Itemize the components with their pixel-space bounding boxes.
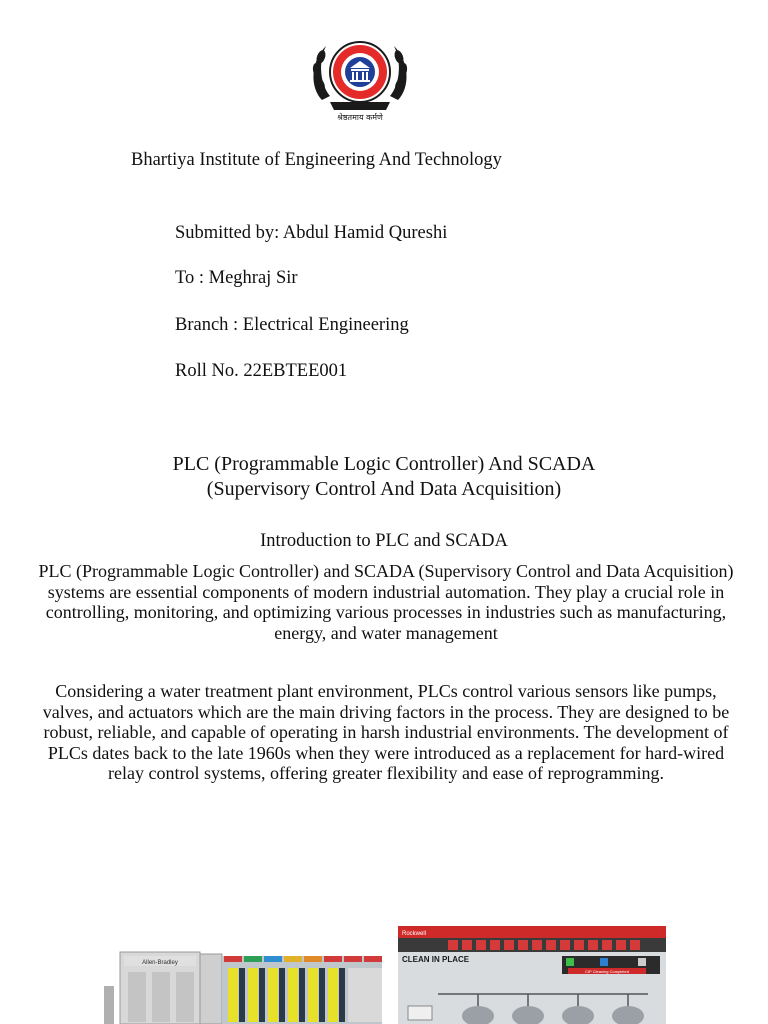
ribbon-icon	[330, 102, 390, 110]
figure-row	[100, 912, 670, 1024]
submitted-by: Submitted by: Abdul Hamid Qureshi	[175, 223, 448, 243]
submitted-to: To : Meghraj Sir	[175, 268, 298, 288]
scada-brand-label: Rockwell	[402, 931, 427, 937]
plc-brand-label: Allen-Bradley	[142, 960, 178, 966]
institute-logo	[300, 32, 420, 128]
title-line-2: (Supervisory Control And Data Acquisition)	[206, 477, 562, 500]
scada-banner: CIP Cleaning Completed	[585, 969, 629, 974]
plc-hardware-image	[100, 948, 387, 1024]
water-treatment-paragraph: Considering a water treatment plant environment, PLCs control various sensors like pumps, valves, and actuators which are the main driving factors in the process. They are designed to be robust, reliable, and capable of operating in harsh industrial environments. The development of PLCs dates back to the late 1960s when they were introduced as a replacement for hard-wired relay control systems, offering greater flexibility and ease of reprogramming.	[42, 681, 730, 784]
branch: Branch : Electrical Engineering	[175, 315, 409, 335]
document-title	[0, 452, 768, 501]
scada-screen-title: CLEAN IN PLACE	[402, 955, 470, 964]
section-heading: Introduction to PLC and SCADA	[260, 531, 508, 551]
scada-screen-image	[398, 926, 666, 1024]
institute-name: Bhartiya Institute of Engineering And Technology	[131, 150, 502, 170]
roll-number: Roll No. 22EBTEE001	[175, 361, 348, 381]
logo-motto: श्रेष्ठतमाय कर्मणे	[337, 113, 383, 122]
intro-paragraph: PLC (Programmable Logic Controller) and SCADA (Supervisory Control and Data Acquisition) systems are essential components of modern industrial automation. They play a crucial role in controlling, monitoring, and optimizing various processes in industries such as manufacturing, energy, and water management	[38, 561, 734, 643]
title-line-1: PLC (Programmable Logic Controller) And SCADA	[172, 453, 596, 475]
